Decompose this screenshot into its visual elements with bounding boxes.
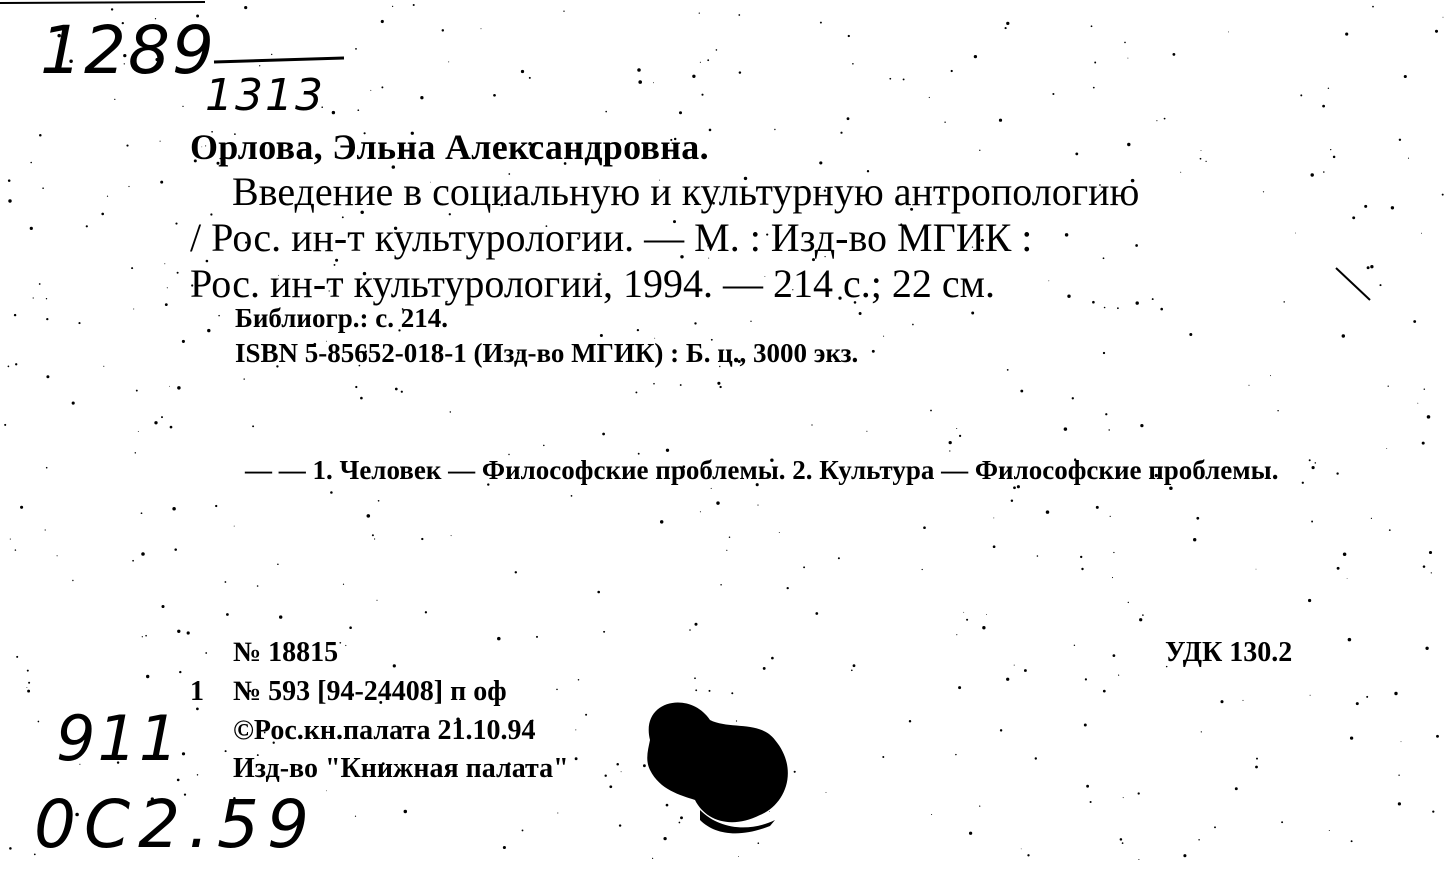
subject-text: — — 1. Человек — Философские проблемы. 2. Культура — Философские проблемы. xyxy=(245,455,1279,485)
title-line-3: Рос. ин-т культурологии, 1994. — 214 с.; 22 см. xyxy=(190,261,995,306)
publisher-imprint: Изд-во "Книжная палата" xyxy=(233,753,569,784)
card-number: № 18815 xyxy=(233,637,339,668)
copies-count: 1 xyxy=(190,676,204,707)
author-heading: Орлова, Эльна Александровна. xyxy=(190,127,709,167)
copy-number: № 593 [94-24408] п оф xyxy=(233,676,507,707)
handwritten-accession-number: 1289 xyxy=(40,12,216,89)
title-line-2: / Рос. ин-т культурологии. — М. : Изд-во МГИК : xyxy=(190,215,1033,260)
title-line-1: Введение в социальную и культурную антропологию xyxy=(232,169,1140,214)
udk-classification: УДК 130.2 xyxy=(1165,637,1293,668)
isbn-line: ISBN 5-85652-018-1 (Изд-во МГИК) : Б. ц., 3000 экз. xyxy=(235,338,859,368)
handwritten-shelf-number: 911 xyxy=(56,702,181,775)
handwritten-shelf-code: 0С2.59 xyxy=(34,786,318,863)
subject-headings xyxy=(190,452,1330,489)
book-chamber-stamp: ©Рос.кн.палата 21.10.94 xyxy=(233,715,536,746)
handwritten-fraction: 1313 xyxy=(205,70,325,121)
ink-blot xyxy=(610,680,810,840)
bibliography-note: Библиогр.: с. 214. xyxy=(235,303,448,333)
